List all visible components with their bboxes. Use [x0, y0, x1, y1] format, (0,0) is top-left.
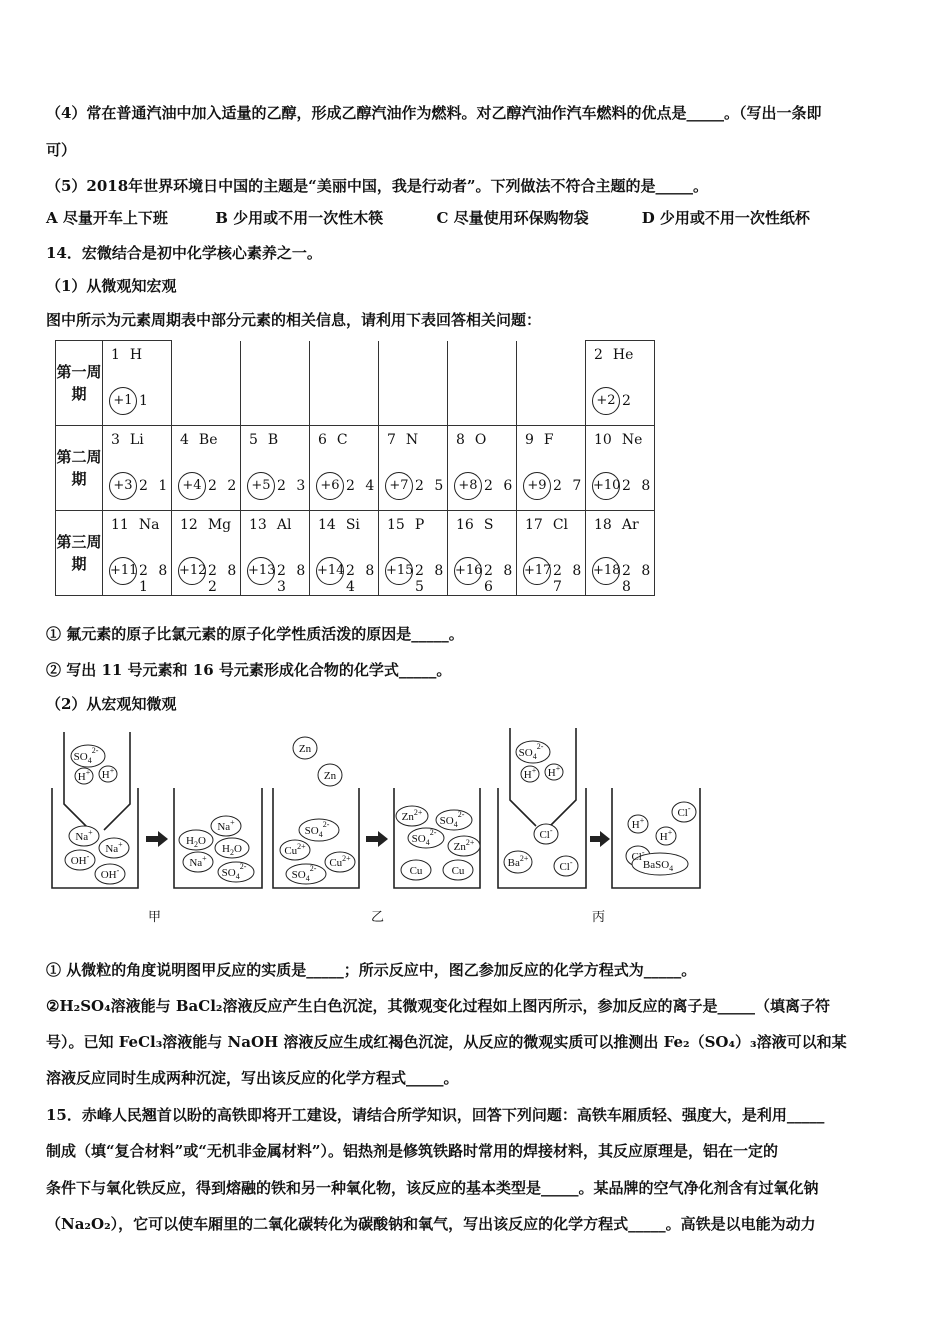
- nucleus: +9: [523, 472, 551, 500]
- ion-sup: 2-: [91, 746, 99, 755]
- ion-sup: 2-: [322, 820, 330, 829]
- element-number: 2: [594, 347, 603, 363]
- caption-bing: 丙: [592, 910, 606, 925]
- nucleus: +2: [592, 387, 620, 415]
- ion-sup: +: [555, 764, 561, 773]
- nucleus: +3: [109, 472, 137, 500]
- nucleus: +5: [247, 472, 275, 500]
- electron-shells: 2 7: [553, 478, 585, 494]
- ion-sup: +: [109, 766, 115, 775]
- element-symbol: He: [612, 347, 634, 363]
- ion-text: Cl: [677, 807, 688, 819]
- element-number: 15: [387, 517, 405, 533]
- question-2: ② 写出 11 号元素和 16 号元素形成化合物的化学式_____。: [46, 661, 452, 679]
- ion-text: H: [659, 831, 668, 843]
- ion-sub: 4: [425, 838, 430, 847]
- electron-shells: 1: [139, 393, 151, 409]
- electron-shells: 2 8 6: [484, 563, 516, 595]
- electron-shells: 2 4: [346, 478, 378, 494]
- ion-text: OH: [100, 869, 117, 881]
- copper-label: Cu: [451, 865, 465, 877]
- element-symbol: Cl: [552, 517, 569, 533]
- element-number: 13: [249, 517, 267, 533]
- ion-sup: 2-: [457, 810, 465, 819]
- electron-shells: 2: [622, 393, 634, 409]
- ion-sup: -: [116, 866, 120, 875]
- element-symbol: H: [129, 347, 143, 363]
- q14-sub2: （2）从宏观知微观: [46, 695, 177, 713]
- ion-sub: 4: [669, 864, 674, 873]
- nucleus: +13: [247, 557, 275, 585]
- ion-sup: -: [641, 848, 645, 857]
- nucleus: +8: [454, 472, 482, 500]
- ion-sup: 2-: [429, 828, 437, 837]
- ion-text: Na: [105, 843, 119, 855]
- ion-text: Cu: [284, 845, 298, 857]
- question-1: ① 氟元素的原子比氯元素的原子化学性质活泼的原因是_____。: [46, 625, 464, 643]
- ion-text: H: [631, 819, 640, 831]
- nucleus: +6: [316, 472, 344, 500]
- ion-sub: 4: [532, 752, 537, 761]
- ion-text: Cu: [329, 857, 343, 869]
- diagram-question-1: ① 从微粒的角度说明图甲反应的实质是_____；所示反应中，图乙参加反应的化学方程式为_____。: [46, 961, 697, 979]
- q4-line1: （4）常在普通汽油中加入适量的乙醇，形成乙醇汽油作为燃料。对乙醇汽油作汽车燃料的优点是_____。（写出一条即: [46, 104, 822, 122]
- element-number: 1: [111, 347, 120, 363]
- ion-text: Ba: [507, 857, 520, 869]
- q4-line2: 可）: [46, 141, 77, 159]
- svg-text:BaSO4: [643, 859, 673, 873]
- ion-text: H: [523, 769, 532, 781]
- ion-text: H: [77, 771, 86, 783]
- ion-sub: 2: [194, 840, 198, 849]
- option-d: D 少用或不用一次性纸杯: [641, 209, 810, 227]
- electron-shells: 2 8 7: [553, 563, 585, 595]
- element-symbol: Be: [198, 432, 218, 448]
- element-symbol: Mg: [207, 517, 232, 533]
- copper-label: Cu: [409, 865, 423, 877]
- element-number: 7: [387, 432, 396, 448]
- electron-shells: 2 3: [277, 478, 309, 494]
- element-symbol: Ne: [621, 432, 643, 448]
- period-3-label: 第三周期: [56, 511, 103, 596]
- nucleus: +18: [592, 557, 620, 585]
- element-number: 16: [456, 517, 474, 533]
- q15-line3: 条件下与氧化铁反应，得到熔融的铁和另一种氧化物，该反应的基本类型是_____。某品牌的空气净化剂含有过氧化钠: [46, 1179, 819, 1197]
- caption-yi: 乙: [371, 910, 385, 925]
- nucleus: +10: [592, 472, 620, 500]
- ion-text: H: [186, 835, 194, 847]
- element-number: 5: [249, 432, 258, 448]
- element-number: 9: [525, 432, 534, 448]
- diagram-question-2-line3: 溶液反应同时生成两种沉淀，写出该反应的化学方程式_____。: [46, 1069, 459, 1087]
- ion-text: H: [222, 843, 230, 855]
- ion-sup: 2-: [536, 742, 544, 751]
- nucleus: +15: [385, 557, 413, 585]
- element-number: 10: [594, 432, 612, 448]
- ion-sub: 2: [230, 848, 234, 857]
- element-symbol: Ar: [621, 517, 639, 533]
- ion-text: SO: [304, 825, 319, 837]
- ion-sup: +: [202, 854, 207, 863]
- ion-sub: 4: [305, 874, 310, 883]
- ion-sup: +: [639, 816, 645, 825]
- electron-shells: 2 8 5: [415, 563, 447, 595]
- ion-text: BaSO: [642, 859, 670, 871]
- ion-text: Cl: [539, 829, 550, 841]
- ion-sup: +: [230, 818, 235, 827]
- q5-line: （5）2018年世界环境日中国的主题是“美丽中国，我是行动者”。下列做法不符合主题的是_____。: [46, 177, 708, 195]
- option-c: C 尽量使用环保购物袋: [436, 209, 589, 227]
- electron-shells: 2 2: [208, 478, 240, 494]
- electron-shells: 2 8 2: [208, 563, 240, 595]
- period-2-label: 第二周期: [56, 426, 103, 511]
- nucleus: +7: [385, 472, 413, 500]
- ion-sup: +: [667, 828, 673, 837]
- ion-sub: 4: [87, 756, 92, 765]
- zinc-label: Zn: [323, 770, 337, 782]
- electron-shells: 2 8 4: [346, 563, 378, 595]
- element-number: 6: [318, 432, 327, 448]
- electron-shells: 2 5: [415, 478, 447, 494]
- element-number: 17: [525, 517, 543, 533]
- ion-sup: 2+: [297, 842, 306, 851]
- element-symbol: Si: [345, 517, 360, 533]
- ion-sup: 2-: [239, 862, 247, 871]
- ion-text: H: [101, 769, 110, 781]
- element-number: 14: [318, 517, 336, 533]
- element-symbol: B: [267, 432, 279, 448]
- ion-text: SO: [73, 751, 88, 763]
- q14-title: 14．宏微结合是初中化学核心素养之一。: [46, 244, 322, 262]
- ion-sup: 2+: [519, 854, 529, 863]
- ion-text: Zn: [453, 841, 466, 853]
- ion-sub: 4: [235, 872, 240, 881]
- ion-text: OH: [70, 855, 87, 867]
- element-number: 11: [111, 517, 129, 533]
- ion-sub: 4: [453, 820, 458, 829]
- arrow-2: [366, 831, 388, 847]
- ion-sup: -: [86, 852, 90, 861]
- nucleus: +17: [523, 557, 551, 585]
- element-symbol: N: [405, 432, 419, 448]
- electron-shells: 2 8: [622, 478, 654, 494]
- ion-text: O: [234, 843, 242, 855]
- ion-text: SO: [291, 869, 306, 881]
- option-a: A 尽量开车上下班: [46, 209, 168, 227]
- element-symbol: C: [336, 432, 348, 448]
- ion-text: H: [547, 767, 556, 779]
- element-number: 12: [180, 517, 198, 533]
- element-symbol: Na: [138, 517, 160, 533]
- element-number: 18: [594, 517, 612, 533]
- nucleus: +4: [178, 472, 206, 500]
- arrow-3: [590, 831, 610, 847]
- ion-sup: 2+: [465, 838, 475, 847]
- ion-sup: -: [549, 826, 553, 835]
- nucleus: +12: [178, 557, 206, 585]
- element-symbol: F: [543, 432, 554, 448]
- ion-text: Na: [217, 821, 231, 833]
- electron-shells: 2 1: [139, 478, 171, 494]
- nucleus: +11: [109, 557, 137, 585]
- q15-line4: （Na₂O₂），它可以使车厢里的二氧化碳转化为碳酸钠和氧气，写出该反应的化学方程式_____。高铁是以电能为动力: [46, 1215, 816, 1233]
- ion-sup: +: [118, 840, 123, 849]
- option-b: B 少用或不用一次性木筷: [215, 209, 384, 227]
- electron-shells: 2 6: [484, 478, 516, 494]
- element-symbol: Al: [276, 517, 292, 533]
- ion-text: Zn: [401, 811, 414, 823]
- ion-text: Cl: [559, 861, 570, 873]
- element-symbol: S: [483, 517, 494, 533]
- ion-text: Na: [189, 857, 203, 869]
- ion-text: SO: [439, 815, 454, 827]
- element-number: 8: [456, 432, 465, 448]
- diagram-question-2-line2: 号）。已知 FeCl₃溶液能与 NaOH 溶液反应生成红褐色沉淀，从反应的微观实质可以推测出 Fe₂（SO₄）₃溶液可以和某: [46, 1033, 847, 1051]
- diagram-question-2-line1: ②H₂SO₄溶液能与 BaCl₂溶液反应产生白色沉淀，其微观变化过程如上图丙所示，参加反应的离子是_____（填离子符: [46, 997, 830, 1015]
- ion-sup: -: [569, 858, 573, 867]
- ion-sup: 2+: [413, 808, 423, 817]
- q14-sub1: （1）从微观知宏观: [46, 277, 177, 295]
- nucleus: +16: [454, 557, 482, 585]
- element-symbol: Li: [129, 432, 144, 448]
- ion-sup: 2+: [342, 854, 351, 863]
- ion-sup: -: [687, 804, 691, 813]
- caption-jia: 甲: [148, 910, 162, 925]
- ion-text: O: [198, 835, 206, 847]
- ion-sup: +: [85, 768, 91, 777]
- zinc-label: Zn: [298, 743, 312, 755]
- q15-line1: 15．赤峰人民翘首以盼的高铁即将开工建设，请结合所学知识，回答下列问题：高铁车厢质轻、强度大，是利用_____: [46, 1106, 825, 1124]
- ion-text: Na: [75, 831, 89, 843]
- ion-sup: 2-: [309, 864, 317, 873]
- ion-text: SO: [411, 833, 426, 845]
- nucleus: +14: [316, 557, 344, 585]
- arrow-1: [146, 831, 168, 847]
- ion-sup: +: [88, 828, 93, 837]
- electron-shells: 2 8 8: [622, 563, 654, 595]
- electron-shells: 2 8 1: [139, 563, 171, 595]
- ion-sub: 4: [318, 830, 323, 839]
- table-intro: 图中所示为元素周期表中部分元素的相关信息，请利用下表回答相关问题：: [46, 311, 542, 329]
- ion-sup: +: [531, 766, 537, 775]
- electron-shells: 2 8 3: [277, 563, 309, 595]
- element-number: 4: [180, 432, 189, 448]
- period-1-label: 第一周期: [56, 341, 103, 426]
- element-symbol: P: [414, 517, 425, 533]
- ion-text: SO: [518, 747, 533, 759]
- element-number: 3: [111, 432, 120, 448]
- nucleus: +1: [109, 387, 137, 415]
- ion-text: Cl: [631, 851, 642, 863]
- ion-text: SO: [221, 867, 236, 879]
- q15-line2: 制成（填“复合材料”或“无机非金属材料”）。铝热剂是修筑铁路时常用的焊接材料，其反应原理是，铝在一定的: [46, 1142, 779, 1160]
- element-symbol: O: [474, 432, 487, 448]
